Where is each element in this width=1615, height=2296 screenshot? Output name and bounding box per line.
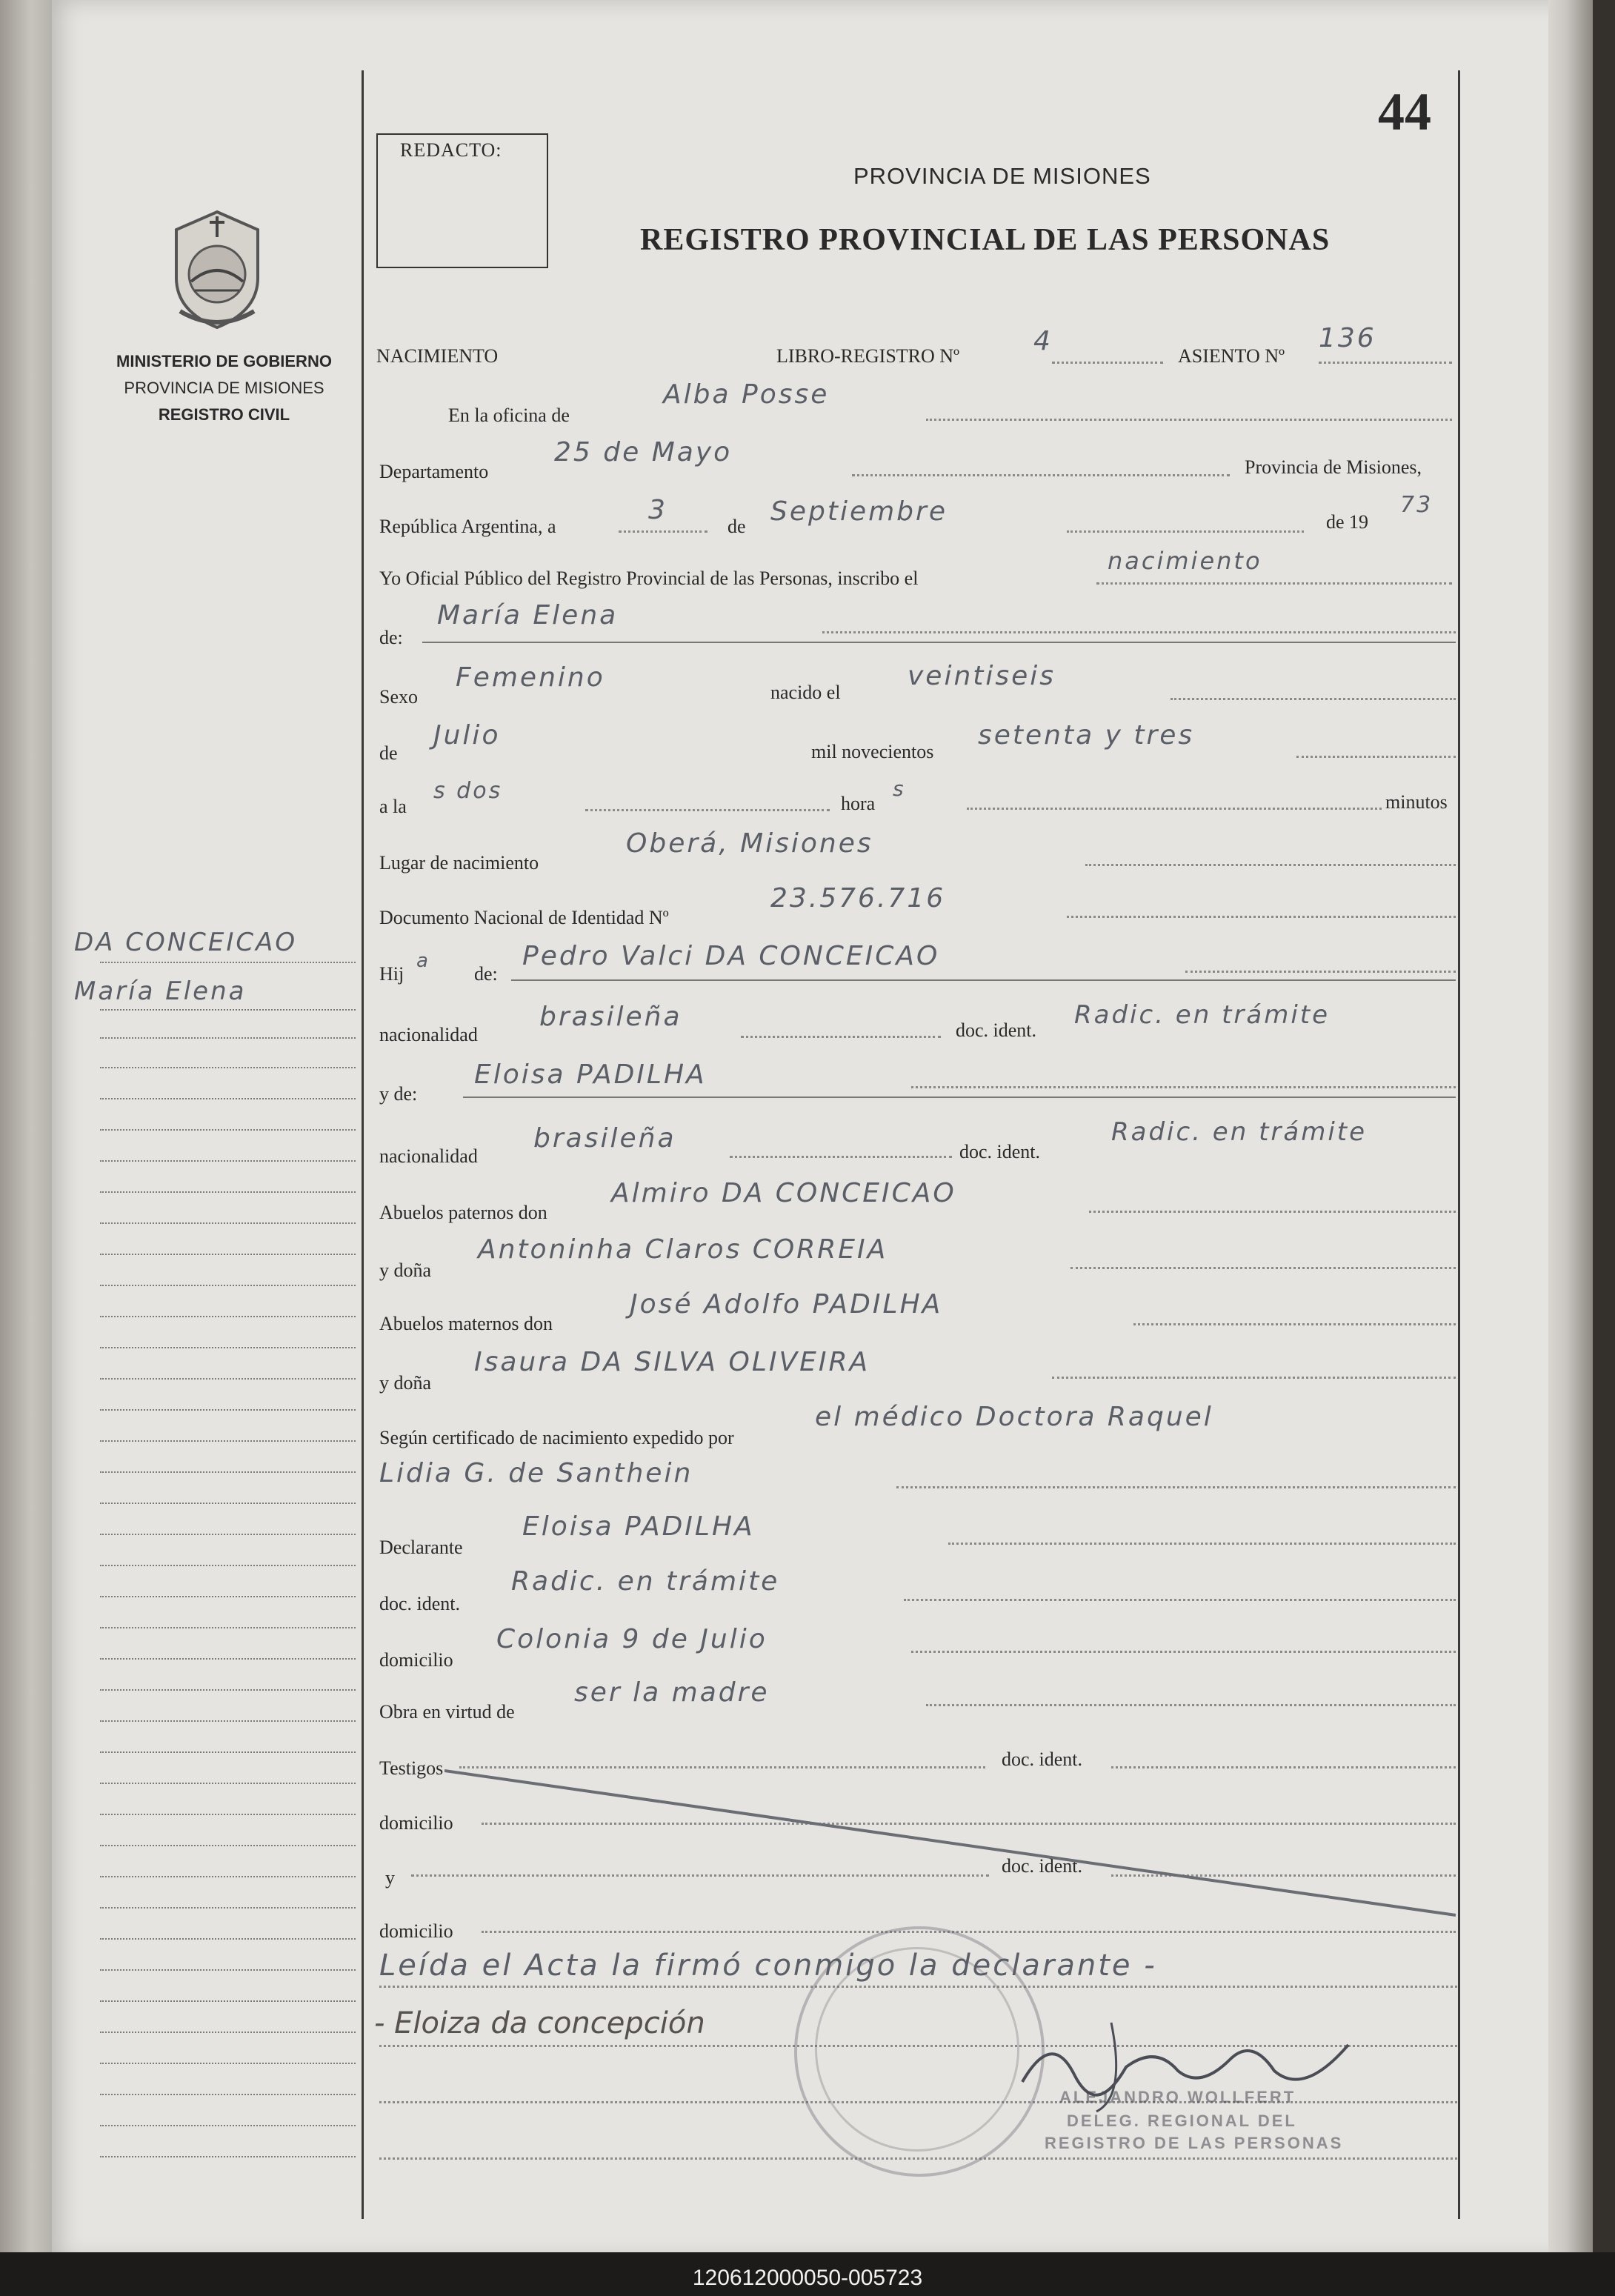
dotted-line <box>1171 698 1456 700</box>
minutos-label: minutos <box>1385 791 1448 813</box>
margin-line <box>100 1347 356 1348</box>
page-edge <box>1548 0 1593 2260</box>
margin-surname: DA CONCEICAO <box>74 928 298 957</box>
margin-line <box>100 1037 356 1039</box>
footer-image-id: 120612000050-005723 <box>692 2266 923 2290</box>
margin-line <box>100 1565 356 1566</box>
madre-value: Eloisa PADILHA <box>474 1059 707 1090</box>
certificado-value: el médico Doctora Raquel <box>815 1402 1213 1432</box>
doc-ident-2-value: Radic. en trámite <box>1111 1117 1368 1147</box>
margin-line <box>100 1285 356 1286</box>
departamento-label: Departamento <box>379 461 489 482</box>
margin-line <box>100 1222 356 1224</box>
margin-line <box>100 1876 356 1877</box>
signature-title-2: REGISTRO DE LAS PERSONAS <box>1045 2134 1344 2152</box>
abuelos-paternos-value: Almiro DA CONCEICAO <box>611 1178 956 1208</box>
dotted-line <box>948 1543 1456 1545</box>
y-dona-1-value: Antoninha Claros CORREIA <box>478 1234 888 1265</box>
registry-title: REGISTRO PROVINCIAL DE LAS PERSONAS <box>640 223 1331 257</box>
y-dona-2-label: y doña <box>379 1372 432 1394</box>
dotted-line <box>822 631 1456 633</box>
dni-label: Documento Nacional de Identidad Nº <box>379 907 669 928</box>
margin-line <box>100 1938 356 1940</box>
sexo-value: Femenino <box>456 662 605 693</box>
ministry-line-3: REGISTRO CIVIL <box>158 405 290 424</box>
dotted-line <box>911 1651 1456 1653</box>
margin-line <box>100 1534 356 1535</box>
margin-given-name: María Elena <box>74 976 247 1006</box>
anio-nac-value: setenta y tres <box>978 720 1195 751</box>
margin-line <box>100 1254 356 1255</box>
libro-label: LIBRO-REGISTRO Nº <box>776 345 960 367</box>
certificado-value-2: Lidia G. de Santhein <box>379 1458 693 1488</box>
mil-label: mil novecientos <box>811 741 934 762</box>
dotted-line <box>904 1599 1456 1601</box>
oficial-value: nacimiento <box>1108 547 1262 575</box>
departamento-value: 25 de Mayo <box>554 437 733 467</box>
abuelos-paternos-label: Abuelos paternos don <box>379 1202 547 1223</box>
dotted-line <box>741 1036 941 1038</box>
doc-ident-1-value: Radic. en trámite <box>1074 1000 1331 1030</box>
margin-line <box>100 1471 356 1473</box>
page-number: 44 <box>1378 82 1431 142</box>
dotted-line <box>911 1086 1456 1088</box>
doc-ident-1-label: doc. ident. <box>956 1019 1037 1041</box>
nacionalidad-2-label: nacionalidad <box>379 1145 478 1167</box>
solid-line <box>511 979 1456 981</box>
mes-nac-value: Julio <box>433 720 501 751</box>
dotted-line <box>1067 916 1456 918</box>
sexo-label: Sexo <box>379 686 418 708</box>
margin-line <box>100 1907 356 1909</box>
margin-line <box>100 1067 356 1068</box>
y-dona-1-label: y doña <box>379 1260 432 1281</box>
asiento-label: ASIENTO Nº <box>1178 345 1285 367</box>
hijo-de-label: de: <box>474 963 498 985</box>
crest-icon <box>162 207 273 333</box>
libro-value: 4 <box>1033 326 1053 356</box>
record-type-label: NACIMIENTO <box>376 345 499 367</box>
nombre-value: María Elena <box>437 600 619 630</box>
declarante-value: Eloisa PADILHA <box>522 1511 755 1542</box>
doc-ident-2-label: doc. ident. <box>959 1141 1041 1162</box>
doc-ident-4-label: doc. ident. <box>1002 1748 1083 1770</box>
padre-value: Pedro Valci DA CONCEICAO <box>522 941 940 971</box>
y-dona-2-value: Isaura DA SILVA OLIVEIRA <box>474 1347 870 1377</box>
margin-line <box>100 2063 356 2064</box>
margin-line <box>100 1969 356 1971</box>
a-la-label: a la <box>379 796 407 817</box>
anio-label: de 19 <box>1326 511 1369 533</box>
dotted-line <box>926 1704 1456 1706</box>
doc-ident-3-value: Radic. en trámite <box>511 1566 780 1597</box>
dotted-line <box>1096 582 1452 585</box>
margin-line <box>100 1316 356 1317</box>
asiento-value: 136 <box>1319 323 1376 353</box>
margin-line <box>100 1596 356 1597</box>
margin-line <box>100 2032 356 2033</box>
acta-note-1: Leída el Acta la firmó conmigo la declarante - <box>379 1949 1157 1983</box>
domicilio-label: domicilio <box>379 1649 453 1671</box>
y-de-label: y de: <box>379 1083 418 1105</box>
testigos-label: Testigos <box>379 1757 444 1779</box>
margin-line <box>100 2156 356 2157</box>
dotted-line <box>896 1486 1456 1488</box>
de-label: de <box>727 516 746 537</box>
lugar-value: Oberá, Misiones <box>626 828 873 859</box>
signature-name: ALEJANDRO WOLLFERT <box>1059 2088 1296 2106</box>
dotted-line <box>1052 362 1163 364</box>
abuelos-maternos-label: Abuelos maternos don <box>379 1313 553 1334</box>
oficina-value: Alba Posse <box>663 379 830 410</box>
margin-line <box>100 1783 356 1784</box>
solid-line <box>422 642 1456 643</box>
margin-line <box>100 1658 356 1660</box>
dotted-line <box>1089 1211 1456 1213</box>
dotted-line <box>482 1931 1456 1933</box>
margin-line <box>100 1440 356 1442</box>
cancel-stroke <box>444 1763 1459 1926</box>
doc-ident-5-label: doc. ident. <box>1002 1855 1083 1877</box>
abuelos-maternos-value: José Adolfo PADILHA <box>630 1289 943 1320</box>
margin-line <box>100 1627 356 1628</box>
ministry-line-1: MINISTERIO DE GOBIERNO <box>116 352 332 370</box>
republica-label: República Argentina, a <box>379 516 556 537</box>
nacido-label: nacido el <box>770 682 841 703</box>
signature-title-1: DELEG. REGIONAL DEL <box>1067 2112 1297 2130</box>
declarante-label: Declarante <box>379 1537 463 1558</box>
margin-line <box>100 1160 356 1162</box>
anio-value: 73 <box>1400 492 1433 518</box>
dotted-line <box>619 530 707 533</box>
margin-line <box>100 2125 356 2126</box>
y-label: y <box>385 1867 395 1889</box>
dotted-line <box>1085 864 1456 866</box>
lugar-label: Lugar de nacimiento <box>379 852 539 874</box>
hora-value: s <box>893 776 906 801</box>
margin-line <box>100 1098 356 1099</box>
margin-line <box>100 2094 356 2095</box>
dotted-line <box>730 1156 952 1158</box>
domicilio-2-label: domicilio <box>379 1812 453 1834</box>
margin-line <box>100 1814 356 1815</box>
ledger-spine <box>0 0 52 2252</box>
dotted-line <box>1070 1267 1456 1269</box>
dotted-line <box>852 474 1230 476</box>
margin-line <box>100 1689 356 1691</box>
dotted-line <box>1296 756 1456 758</box>
domicilio-value: Colonia 9 de Julio <box>496 1624 767 1654</box>
doc-ident-3-label: doc. ident. <box>379 1593 461 1614</box>
dotted-line <box>1133 1323 1456 1325</box>
margin-line <box>100 1009 356 1011</box>
oficina-label: En la oficina de <box>448 405 570 426</box>
margin-line <box>100 1751 356 1753</box>
oficial-label: Yo Oficial Público del Registro Provincial de las Personas, inscribo el <box>379 568 919 589</box>
acta-note-2: - Eloiza da concepción <box>374 2006 705 2040</box>
left-rule <box>362 70 364 2219</box>
margin-line <box>100 962 356 963</box>
provincia-label: Provincia de Misiones, <box>1245 456 1422 478</box>
nacionalidad-2-value: brasileña <box>533 1123 676 1154</box>
hijo-label: Hij <box>379 963 404 985</box>
ministry-block <box>96 348 352 428</box>
dotted-line <box>585 809 830 811</box>
dotted-line <box>926 419 1452 421</box>
ministry-line-2: PROVINCIA DE MISIONES <box>124 379 324 397</box>
certificado-label: Según certificado de nacimiento expedido por <box>379 1427 734 1448</box>
dotted-line <box>1052 1377 1456 1379</box>
hora-label: hora <box>841 793 876 814</box>
dni-value: 23.576.716 <box>770 883 946 914</box>
margin-line <box>100 1720 356 1722</box>
margin-line <box>100 1378 356 1380</box>
margin-line <box>100 1845 356 1846</box>
solid-line <box>463 1097 1456 1098</box>
mes-value: Septiembre <box>770 496 948 527</box>
province-title: PROVINCIA DE MISIONES <box>853 163 1151 189</box>
official-seal-inner <box>815 1947 1019 2152</box>
redacto-label: REDACTO: <box>400 139 502 161</box>
dia-value: 3 <box>648 495 667 525</box>
hijo-suffix: a <box>416 950 430 972</box>
margin-line <box>100 1409 356 1411</box>
margin-line <box>100 2000 356 2002</box>
a-la-value: s dos <box>433 778 503 804</box>
obra-value: ser la madre <box>574 1677 770 1708</box>
margin-line <box>100 1191 356 1193</box>
de-mes-label: de <box>379 742 398 764</box>
obra-label: Obra en virtud de <box>379 1701 515 1723</box>
margin-line <box>100 1129 356 1131</box>
dotted-line <box>1067 530 1304 533</box>
de-nombre-label: de: <box>379 627 403 648</box>
margin-line <box>100 1503 356 1504</box>
dotted-line <box>1319 362 1452 364</box>
nacido-value: veintiseis <box>908 661 1056 691</box>
dotted-line <box>1185 971 1456 973</box>
nacionalidad-1-label: nacionalidad <box>379 1024 478 1045</box>
dotted-line <box>967 808 1382 810</box>
domicilio-3-label: domicilio <box>379 1920 453 1942</box>
nacionalidad-1-value: brasileña <box>539 1002 682 1032</box>
